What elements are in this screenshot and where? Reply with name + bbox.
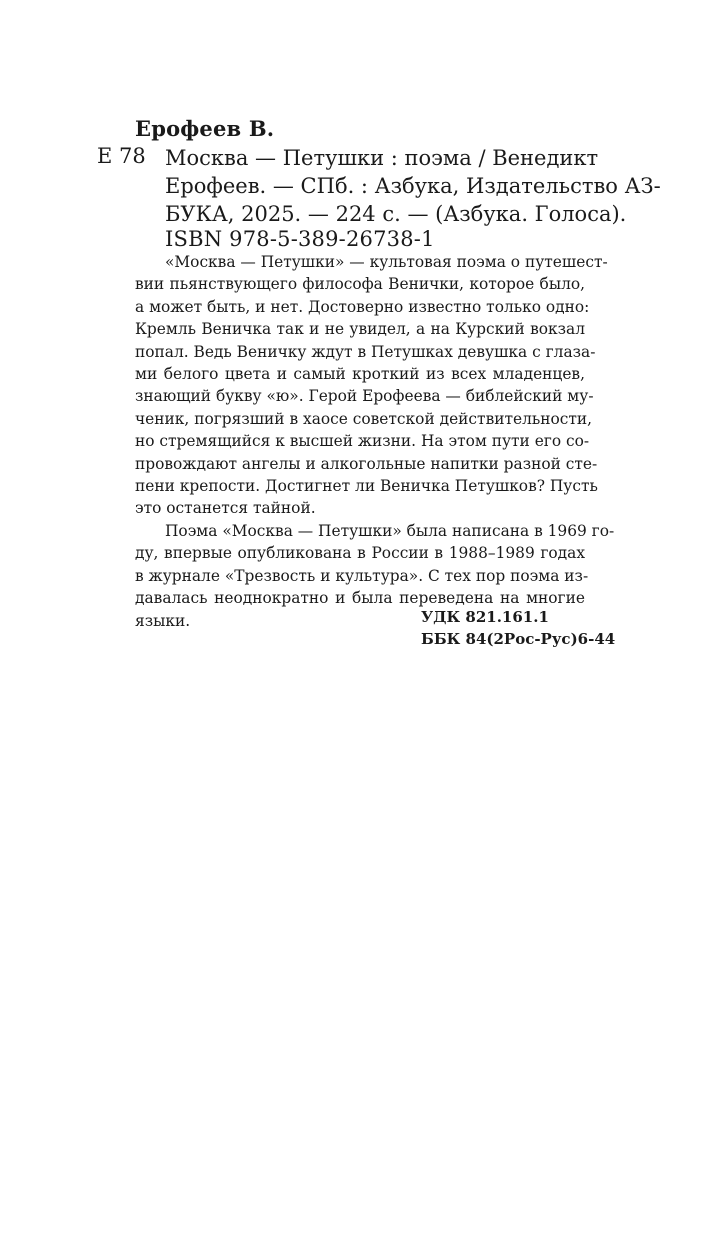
- annotation-line: Кремль Веничка так и не увидел, а на Курский вокзал: [135, 320, 585, 339]
- annotation-line: пени крепости. Достигнет ли Веничка Петушков? Пусть: [135, 477, 598, 496]
- annotation-line: попал. Ведь Веничку ждут в Петушках девушка с глаза-: [135, 342, 596, 361]
- annotation-line: провождают ангелы и алкогольные напитки разной сте-: [135, 454, 598, 473]
- bibliographic-description: [165, 144, 661, 228]
- bbk-code: ББК 84(2Рос-Рус)6-44: [421, 630, 616, 648]
- annotation-line: это останется тайной.: [135, 499, 316, 518]
- annotation-line: давалась неоднократно и была переведена на многие: [135, 589, 585, 608]
- annotation-paragraph-1: [135, 251, 608, 520]
- annotation-line: но стремящийся к высшей жизни. На этом пути его со-: [135, 432, 590, 451]
- annotation-line: языки.: [135, 611, 191, 630]
- biblio-line: БУКА, 2025. — 224 с. — (Азбука. Голоса).: [165, 202, 627, 226]
- annotation-line: ченик, погрязший в хаосе советской действительности,: [135, 409, 593, 428]
- classification-codes: [421, 606, 615, 650]
- annotation-line: ду, впервые опубликована в России в 1988–1989 годах: [135, 544, 585, 563]
- annotation-line: знающий букву «ю». Герой Ерофеева — библейский му-: [135, 387, 594, 406]
- annotation-line: «Москва — Петушки» — культовая поэма о путешест-: [165, 253, 608, 271]
- annotation-text: [135, 251, 615, 632]
- annotation-line: в журнале «Трезвость и культура». С тех пор поэма из-: [135, 566, 589, 585]
- author-heading: Ерофеев В.: [135, 116, 275, 141]
- isbn-number: ISBN 978-5-389-26738-1: [165, 227, 435, 251]
- biblio-line: Ерофеев. — СПб. : Азбука, Издательство АЗ-: [165, 174, 661, 198]
- annotation-line: а может быть, и нет. Достоверно известно только одно:: [135, 297, 590, 316]
- udk-code: УДК 821.161.1: [421, 608, 549, 626]
- author-mark-code: Е 78: [97, 144, 146, 168]
- annotation-line: ми белого цвета и самый кроткий из всех младенцев,: [135, 365, 585, 384]
- biblio-line: Москва — Петушки : поэма / Венедикт: [165, 146, 599, 170]
- annotation-line: вии пьянствующего философа Венички, которое было,: [135, 275, 585, 294]
- annotation-line: Поэма «Москва — Петушки» была написана в 1969 го-: [165, 521, 615, 540]
